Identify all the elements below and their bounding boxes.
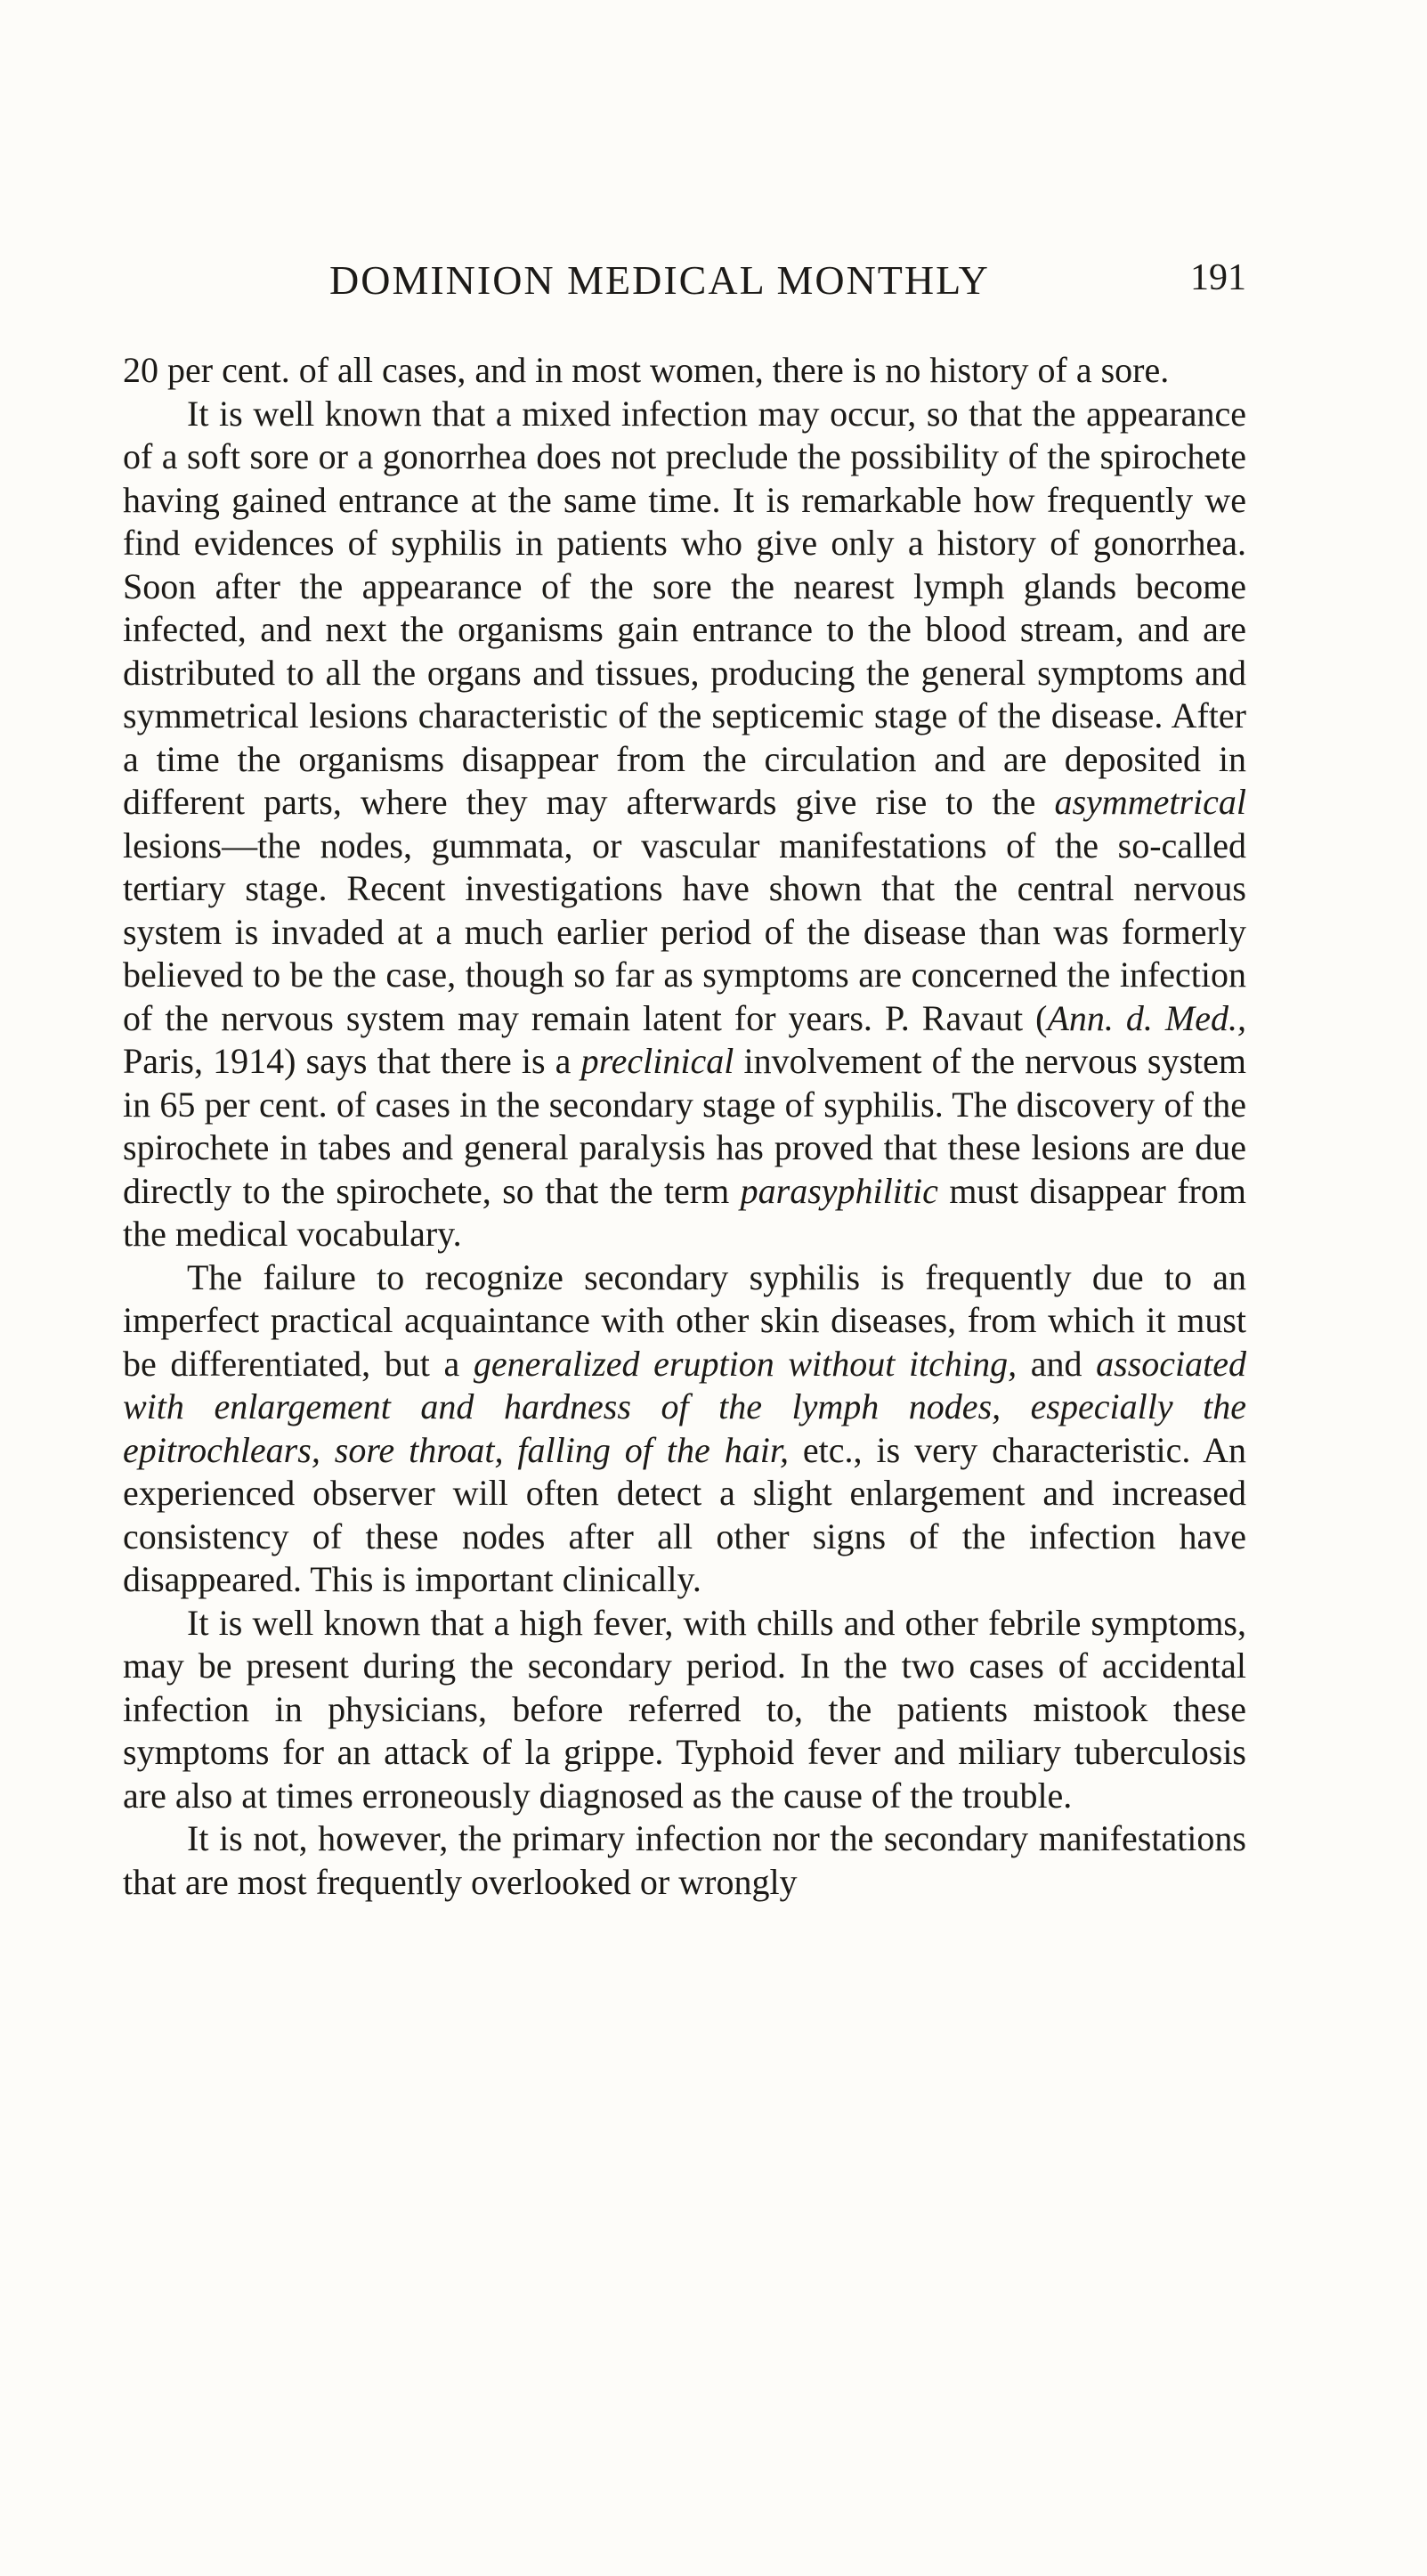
text-run: must disappear from the medical vocabulary. [123,1170,1246,1254]
paragraph [123,1256,1246,1602]
text-run: The failure to recognize secondary syphilis is frequently due to an imperfect practical acquaintance with other skin diseases, from which it must be differentiated, but a [123,1256,1246,1384]
italic-text: Ann. d. Med., [1047,997,1246,1038]
text-run: It is well known that a high fever, with chills and other febrile symptoms, may be present during the secondary period. In the two cases of accidental infection in physicians, before referred to, the patients mistook these symptoms for an attack of la grippe. Typhoid fever and miliary tuberculosis are also at times erroneously diagnosed as the cause of the trouble. [123,1602,1246,1816]
running-header [329,256,1246,310]
text-run: Paris, 1914) says that there is a [123,1041,581,1081]
text-run: involvement of the nervous system in 65 per cent. of cases in the secondary stage of syphilis. The discovery of the spirochete in tabes and general paralysis has proved that these lesions are due directly to the spirochete, so that the term [123,1041,1246,1211]
body-text [123,349,1246,1904]
text-run: It is well known that a mixed infection may occur, so that the appearance of a soft sore or a gonorrhea does not preclude the possibility of the spirochete having gained entrance at the same time. It is remarkable how frequently we find evidences of syphilis in patients who give only a history of gonorrhea. Soon after the appearance of the sore the nearest lymph glands become infected, and next the organisms gain entrance to the blood stream, and are distributed to all the organs and tissues, producing the general symptoms and symmetrical lesions characteristic of the septicemic stage of the disease. After a time the organisms disappear from the circulation and are deposited in different parts, where they may afterwards give rise to the [123,393,1246,822]
text-run: 20 per cent. of all cases, and in most women, there is no history of a sore. [123,350,1170,390]
paragraph [123,393,1246,1256]
text-run: It is not, however, the primary infection nor the secondary manifestations that are most frequently overlooked or wrongly [123,1818,1246,1902]
paragraph [123,349,1246,393]
text-run: etc., is very characteristic. An experienced observer will often detect a slight enlargement and increased consistency of these nodes after all other signs of the infection have disappeared. This is important clinically. [123,1429,1246,1599]
text-run: and [1017,1343,1097,1384]
italic-text: asymmetrical [1054,782,1246,822]
paragraph [123,1602,1246,1818]
italic-text: associated with enlargement and hardness of the lymph nodes, especially the epitrochlears, sore throat, falling of the hair, [123,1343,1247,1470]
page-number: 191 [1190,257,1246,298]
journal-title: DOMINION MEDICAL MONTHLY [329,257,990,303]
italic-text: parasyphilitic [740,1170,938,1211]
paragraph [123,1817,1246,1904]
text-run: lesions—the nodes, gummata, or vascular manifestations of the so-called tertiary stage. Recent investigations have shown that the central nervous system is invaded at a much earlier period of the disease than was formerly believed to be the case, though so far as symptoms are concerned the infection of the nervous system may remain latent for years. P. Ravaut ( [123,825,1246,1038]
italic-text: generalized eruption without itching, [473,1343,1018,1384]
italic-text: preclinical [580,1041,734,1081]
